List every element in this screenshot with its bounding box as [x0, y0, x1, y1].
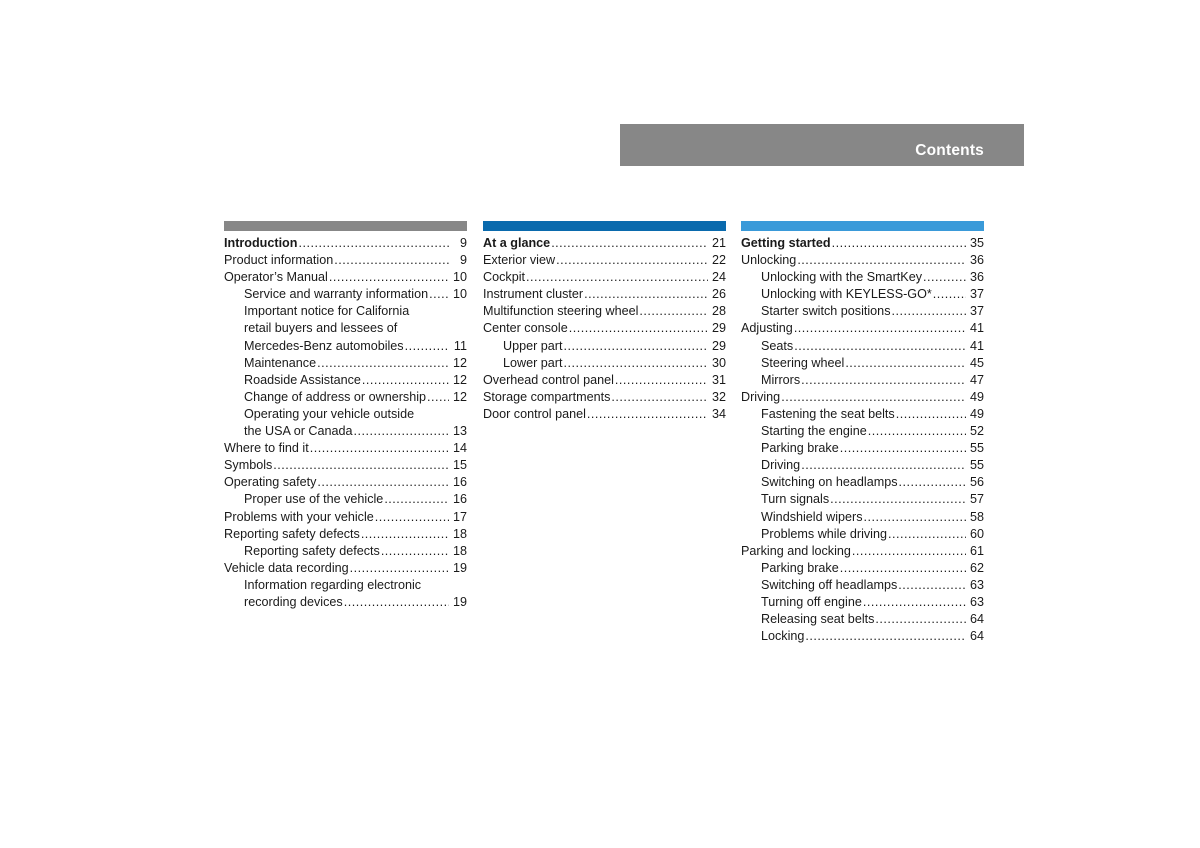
toc-entry[interactable] [224, 269, 467, 286]
toc-entry-page-number: 63 [969, 577, 984, 592]
toc-entry-page-number: 22 [711, 253, 726, 268]
dot-leader [832, 235, 966, 252]
toc-entry-label: Unlocking with the SmartKey [761, 270, 922, 285]
toc-entry-label: Seats [761, 338, 794, 353]
toc-entry-page-number: 9 [459, 236, 467, 250]
toc-entry[interactable] [741, 355, 984, 372]
toc-entry[interactable] [741, 457, 984, 474]
toc-entry-page-number: 10 [452, 287, 467, 302]
section-color-bar [483, 221, 726, 231]
toc-entry-label: Operator’s Manual [224, 270, 328, 285]
toc-entry-label: Unlocking with KEYLESS-GO* [761, 287, 932, 302]
toc-entry-page-number: 12 [452, 389, 467, 404]
toc-section-heading[interactable] [741, 235, 984, 252]
toc-entry-page-number: 12 [452, 355, 467, 370]
toc-entry-page-number: 17 [452, 509, 467, 524]
toc-entry[interactable] [741, 320, 984, 337]
toc-section-heading[interactable] [224, 235, 467, 252]
dot-leader [551, 235, 708, 252]
toc-entry[interactable] [224, 491, 467, 508]
dot-leader [892, 303, 967, 320]
toc-entry-label: Reporting safety defects [244, 543, 380, 558]
dot-leader [381, 543, 449, 560]
toc-entry-page-number: 45 [969, 355, 984, 370]
toc-entry-label: Introduction [224, 236, 298, 250]
toc-entry[interactable] [741, 423, 984, 440]
toc-entry[interactable] [224, 286, 467, 303]
dot-leader [405, 338, 449, 355]
toc-entry-label: Multifunction steering wheel [483, 304, 639, 319]
toc-entry-label: Parking brake [761, 441, 839, 456]
toc-entry[interactable] [224, 457, 467, 474]
toc-entry-label: Maintenance [244, 355, 317, 370]
dot-leader [362, 372, 449, 389]
toc-entry-label: Roadside Assistance [244, 372, 361, 387]
toc-entry-page-number: 55 [969, 458, 984, 473]
toc-entry-label: Proper use of the vehicle [244, 492, 384, 507]
toc-entry[interactable] [224, 372, 467, 389]
toc-entry-label: Vehicle data recording [224, 560, 349, 575]
toc-entry-label: Storage compartments [483, 389, 611, 404]
toc-entry-label: Operating your vehicle outside [244, 406, 415, 421]
dot-leader [375, 509, 449, 526]
dot-leader [840, 440, 966, 457]
toc-entry-page-number: 28 [711, 304, 726, 319]
toc-entry-label: Lower part [503, 355, 563, 370]
toc-entry-list [483, 235, 726, 423]
toc-entry-page-number: 10 [452, 270, 467, 285]
toc-entry-page-number: 64 [969, 612, 984, 627]
dot-leader [556, 252, 708, 269]
toc-entry-label: Fastening the seat belts [761, 406, 895, 421]
toc-entry-page-number: 26 [711, 287, 726, 302]
toc-entry[interactable] [224, 389, 467, 406]
dot-leader [864, 509, 967, 526]
toc-entry-label: Service and warranty information [244, 287, 429, 302]
toc-entry[interactable] [741, 389, 984, 406]
dot-leader [794, 320, 966, 337]
toc-entry[interactable] [741, 303, 984, 320]
toc-entry-label: Adjusting [741, 321, 793, 336]
page-title: Contents [915, 142, 984, 159]
dot-leader [361, 526, 449, 543]
toc-entry-page-number: 19 [452, 594, 467, 609]
toc-column-getting-started [741, 221, 984, 645]
dot-leader [310, 440, 449, 457]
toc-entry[interactable] [741, 577, 984, 594]
toc-entry[interactable] [224, 560, 467, 577]
toc-entry[interactable] [741, 286, 984, 303]
toc-entry-label: Driving [741, 389, 781, 404]
dot-leader [888, 526, 966, 543]
toc-entry[interactable] [741, 526, 984, 543]
toc-entry-label: Problems with your vehicle [224, 509, 374, 524]
dot-leader [584, 286, 708, 303]
toc-entry-label: Overhead control panel [483, 372, 614, 387]
toc-entry-label: Important notice for California [244, 304, 410, 319]
toc-entry-label: Turning off engine [761, 594, 862, 609]
dot-leader [923, 269, 966, 286]
toc-entry[interactable] [741, 594, 984, 611]
toc-entry-page-number: 34 [711, 406, 726, 421]
dot-leader [587, 406, 708, 423]
toc-entry-label: Starting the engine [761, 424, 867, 439]
section-color-bar [224, 221, 467, 231]
toc-entry-page-number: 24 [711, 270, 726, 285]
toc-entry[interactable] [483, 372, 726, 389]
toc-entry[interactable] [483, 406, 726, 423]
toc-entry-page-number: 37 [969, 287, 984, 302]
toc-entry-label: Windshield wipers [761, 509, 863, 524]
toc-entry[interactable] [483, 303, 726, 320]
toc-entry-label: Mercedes-Benz automobiles [244, 338, 404, 353]
toc-entry-label: Operating safety [224, 475, 317, 490]
toc-entry[interactable] [741, 491, 984, 508]
toc-entry-page-number: 41 [969, 338, 984, 353]
toc-entry-page-number: 56 [969, 475, 984, 490]
toc-entry[interactable] [224, 406, 467, 423]
dot-leader [797, 252, 966, 269]
toc-entry-page-number: 13 [452, 424, 467, 439]
toc-entry-label: Exterior view [483, 253, 556, 268]
toc-entry-page-number: 12 [452, 372, 467, 387]
dot-leader [863, 594, 966, 611]
toc-entry[interactable] [224, 474, 467, 491]
toc-section-heading[interactable] [483, 235, 726, 252]
dot-leader [317, 355, 449, 372]
toc-entry-label: Change of address or ownership [244, 389, 427, 404]
dot-leader [273, 457, 449, 474]
dot-leader [830, 491, 966, 508]
toc-entry-page-number: 49 [969, 389, 984, 404]
toc-column-introduction [224, 221, 467, 611]
toc-entry-label: the USA or Canada [244, 424, 353, 439]
dot-leader [845, 355, 966, 372]
toc-entry-page-number: 9 [459, 253, 467, 268]
toc-entry-page-number: 62 [969, 560, 984, 575]
dot-leader [933, 286, 966, 303]
dot-leader [564, 338, 708, 355]
toc-entry-label: Information regarding electronic [244, 577, 422, 592]
toc-entry-page-number: 55 [969, 441, 984, 456]
dot-leader [898, 577, 966, 594]
dot-leader [569, 320, 708, 337]
toc-entry[interactable] [224, 303, 467, 320]
toc-entry[interactable] [224, 423, 467, 440]
contents-header-bar [620, 124, 1024, 166]
toc-entry-page-number: 31 [711, 372, 726, 387]
dot-leader [875, 611, 966, 628]
toc-entry[interactable] [224, 509, 467, 526]
toc-entry[interactable] [741, 406, 984, 423]
dot-leader [317, 474, 449, 491]
toc-entry-page-number: 52 [969, 424, 984, 439]
toc-entry[interactable] [224, 577, 467, 594]
toc-entry-label: recording devices [244, 594, 343, 609]
toc-entry[interactable] [224, 320, 467, 337]
toc-entry-page-number: 64 [969, 629, 984, 644]
dot-leader [639, 303, 708, 320]
dot-leader [840, 560, 966, 577]
toc-entry-page-number: 29 [711, 321, 726, 336]
toc-entry-label: Cockpit [483, 270, 525, 285]
toc-entry-page-number: 41 [969, 321, 984, 336]
toc-entry[interactable] [224, 594, 467, 611]
toc-entry[interactable] [741, 252, 984, 269]
toc-entry[interactable] [741, 560, 984, 577]
toc-entry-page-number: 35 [969, 236, 984, 250]
toc-entry-page-number: 63 [969, 594, 984, 609]
dot-leader [611, 389, 708, 406]
toc-entry[interactable] [741, 372, 984, 389]
toc-entry-page-number: 37 [969, 304, 984, 319]
dot-leader [429, 286, 449, 303]
dot-leader [896, 406, 966, 423]
dot-leader [899, 474, 966, 491]
dot-leader [298, 235, 449, 252]
toc-entry-label: Switching off headlamps [761, 577, 898, 592]
toc-entry-label: Symbols [224, 458, 273, 473]
toc-entry-page-number: 18 [452, 543, 467, 558]
toc-entry-label: Steering wheel [761, 355, 845, 370]
toc-entry[interactable] [483, 355, 726, 372]
toc-entry-label: retail buyers and lessees of [244, 321, 398, 336]
toc-entry-page-number: 11 [453, 338, 467, 353]
toc-entry-label: Instrument cluster [483, 287, 584, 302]
toc-entry[interactable] [741, 611, 984, 628]
toc-column-at-a-glance [483, 221, 726, 423]
toc-entry-page-number: 57 [969, 492, 984, 507]
toc-entry-page-number: 19 [452, 560, 467, 575]
toc-entry-label: Turn signals [761, 492, 830, 507]
toc-entry-page-number: 16 [452, 475, 467, 490]
dot-leader [794, 338, 966, 355]
toc-entry[interactable] [483, 389, 726, 406]
toc-entry-list [224, 235, 467, 611]
dot-leader [868, 423, 966, 440]
toc-entry[interactable] [741, 628, 984, 645]
toc-entry-label: Center console [483, 321, 568, 336]
toc-entry-page-number: 60 [969, 526, 984, 541]
toc-entry-page-number: 36 [969, 270, 984, 285]
toc-entry-label: Product information [224, 253, 334, 268]
toc-entry-page-number: 61 [969, 543, 984, 558]
dot-leader [801, 372, 966, 389]
toc-entry[interactable] [483, 338, 726, 355]
section-color-bar [741, 221, 984, 231]
toc-entry-label: Reporting safety defects [224, 526, 360, 541]
toc-entry-label: Locking [761, 629, 805, 644]
toc-entry-page-number: 16 [452, 492, 467, 507]
toc-entry-page-number: 32 [711, 389, 726, 404]
dot-leader [781, 389, 966, 406]
dot-leader [344, 594, 449, 611]
dot-leader [615, 372, 708, 389]
dot-leader [384, 491, 449, 508]
toc-entry[interactable] [224, 543, 467, 560]
dot-leader [805, 628, 966, 645]
toc-entry[interactable] [741, 543, 984, 560]
toc-entry-page-number: 49 [969, 406, 984, 421]
toc-entry[interactable] [483, 252, 726, 269]
toc-entry-label: Upper part [503, 338, 563, 353]
dot-leader [801, 457, 966, 474]
toc-entry-page-number: 18 [452, 526, 467, 541]
toc-entry[interactable] [741, 338, 984, 355]
toc-entry-label: Door control panel [483, 406, 586, 421]
toc-entry[interactable] [483, 320, 726, 337]
dot-leader [354, 423, 449, 440]
toc-entry[interactable] [224, 440, 467, 457]
toc-entry-label: At a glance [483, 236, 551, 250]
toc-entry-page-number: 47 [969, 372, 984, 387]
toc-entry[interactable] [224, 252, 467, 269]
toc-entry-label: Starter switch positions [761, 304, 891, 319]
dot-leader [564, 355, 708, 372]
dot-leader [329, 269, 449, 286]
toc-entry[interactable] [224, 338, 467, 355]
toc-entry-page-number: 36 [969, 253, 984, 268]
toc-entry-label: Problems while driving [761, 526, 887, 541]
toc-entry-label: Mirrors [761, 372, 801, 387]
toc-entry-page-number: 58 [969, 509, 984, 524]
toc-entry-page-number: 29 [711, 338, 726, 353]
toc-entry-label: Getting started [741, 236, 831, 250]
toc-entry-label: Where to find it [224, 441, 309, 456]
dot-leader [852, 543, 966, 560]
toc-entry-page-number: 21 [711, 236, 726, 250]
dot-leader [526, 269, 708, 286]
toc-entry-page-number: 15 [452, 458, 467, 473]
toc-entry-label: Parking brake [761, 560, 839, 575]
toc-entry-label: Driving [761, 458, 801, 473]
toc-entry[interactable] [741, 269, 984, 286]
dot-leader [350, 560, 449, 577]
toc-entry[interactable] [483, 269, 726, 286]
toc-entry[interactable] [483, 286, 726, 303]
dot-leader [427, 389, 449, 406]
toc-entry[interactable] [224, 355, 467, 372]
toc-entry[interactable] [741, 440, 984, 457]
toc-entry-page-number: 14 [452, 441, 467, 456]
toc-entry[interactable] [741, 474, 984, 491]
toc-entry[interactable] [224, 526, 467, 543]
toc-entry-label: Releasing seat belts [761, 612, 875, 627]
toc-entry[interactable] [741, 509, 984, 526]
toc-entry-label: Unlocking [741, 253, 797, 268]
toc-entry-label: Parking and locking [741, 543, 851, 558]
toc-entry-page-number: 30 [711, 355, 726, 370]
dot-leader [334, 252, 449, 269]
toc-entry-label: Switching on headlamps [761, 475, 898, 490]
toc-entry-list [741, 235, 984, 645]
